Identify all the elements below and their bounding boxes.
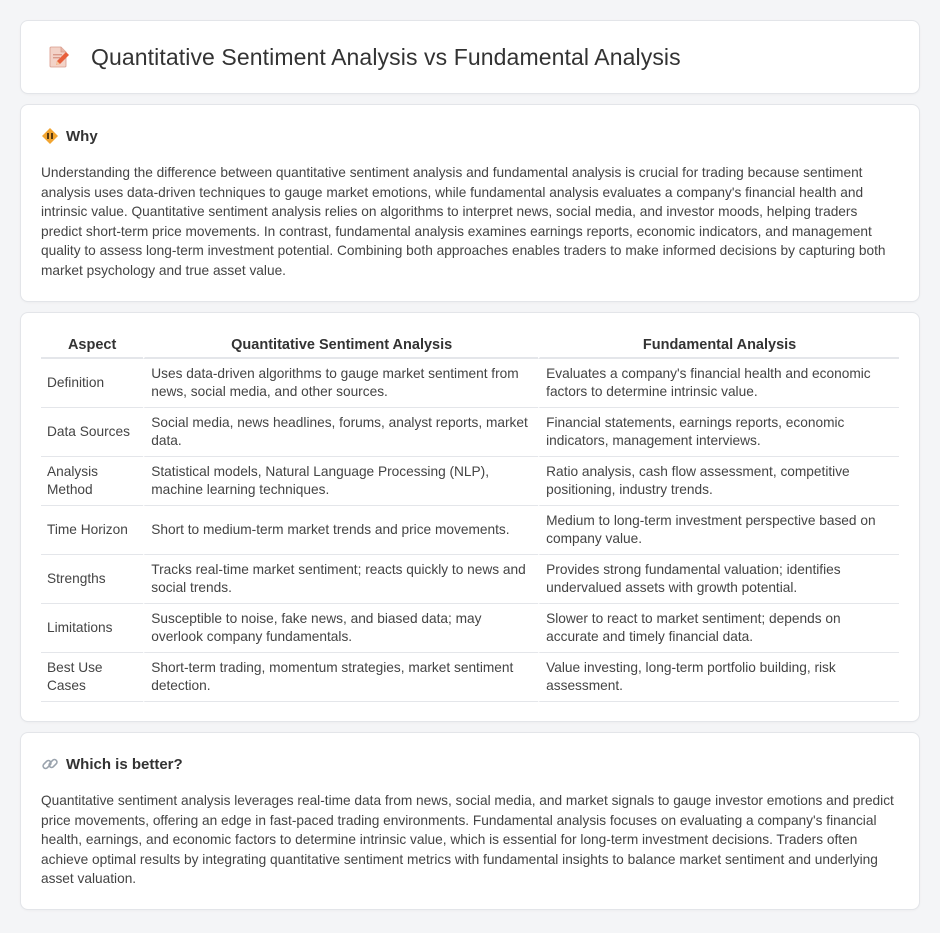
page-title: Quantitative Sentiment Analysis vs Fundamental Analysis [91,43,681,70]
table-header-row [41,333,899,359]
why-title: Why [66,127,98,145]
comparison-table [41,333,899,702]
fa-cell: Financial statements, earnings reports, economic indicators, management interviews. [538,408,899,457]
table-row [41,506,899,555]
better-title: Which is better? [66,755,183,773]
table-row [41,457,899,506]
which-is-better-section [20,732,920,910]
aspect-cell: Best Use Cases [41,653,143,702]
document-pencil-icon [47,45,71,69]
why-text: Understanding the difference between quantitative sentiment analysis and fundamental analysis is crucial for trading because sentiment analysis uses data-driven techniques to gauge market emotions, while fundamental analysis evaluates a company's financial health and intrinsic value. Quantitative sentiment analysis relies on algorithms to interpret news, social media, and investor moods, helping traders predict short-term price movements. In contrast, fundamental analysis examines earnings reports, economic indicators, and management quality to assess long-term investment potential. Combining both approaches enables traders to make informed decisions by capturing both market psychology and true asset value. [41,165,886,278]
table-row [41,555,899,604]
fa-cell: Ratio analysis, cash flow assessment, competitive positioning, industry trends. [538,457,899,506]
column-header: Fundamental Analysis [538,333,899,359]
aspect-cell: Analysis Method [41,457,143,506]
diamond-sign-icon [41,127,59,145]
fa-cell: Medium to long-term investment perspective based on company value. [538,506,899,555]
qsa-cell: Susceptible to noise, fake news, and biased data; may overlook company fundamentals. [143,604,538,653]
aspect-cell: Definition [41,359,143,408]
table-row [41,604,899,653]
qsa-cell: Uses data-driven algorithms to gauge market sentiment from news, social media, and other sources. [143,359,538,408]
better-heading [41,755,899,773]
link-icon [41,755,59,773]
comparison-table-card [20,312,920,722]
qsa-cell: Tracks real-time market sentiment; reacts quickly to news and social trends. [143,555,538,604]
fa-cell: Provides strong fundamental valuation; identifies undervalued assets with growth potential. [538,555,899,604]
aspect-cell: Data Sources [41,408,143,457]
table-row [41,653,899,702]
column-header: Aspect [41,333,143,359]
better-text: Quantitative sentiment analysis leverages real-time data from news, social media, and market signals to gauge investor emotions and predict price movements, offering an edge in fast-paced trading environments. Fundamental analysis focuses on evaluating a company's financial health, earnings, and economic factors to determine intrinsic value, which is essential for long-term investment decisions. Traders often achieve optimal results by integrating quantitative sentiment metrics with fundamental insights to balance market sentiment and underlying asset valuation. [41,793,894,886]
qsa-cell: Statistical models, Natural Language Processing (NLP), machine learning techniques. [143,457,538,506]
fa-cell: Slower to react to market sentiment; depends on accurate and timely financial data. [538,604,899,653]
aspect-cell: Limitations [41,604,143,653]
fa-cell: Evaluates a company's financial health and economic factors to determine intrinsic value. [538,359,899,408]
column-header: Quantitative Sentiment Analysis [143,333,538,359]
aspect-cell: Strengths [41,555,143,604]
qsa-cell: Short-term trading, momentum strategies, market sentiment detection. [143,653,538,702]
table-row [41,408,899,457]
aspect-cell: Time Horizon [41,506,143,555]
why-heading [41,127,899,145]
fa-cell: Value investing, long-term portfolio building, risk assessment. [538,653,899,702]
header-card [20,20,920,94]
table-row [41,359,899,408]
qsa-cell: Social media, news headlines, forums, analyst reports, market data. [143,408,538,457]
qsa-cell: Short to medium-term market trends and price movements. [143,506,538,555]
why-section [20,104,920,302]
